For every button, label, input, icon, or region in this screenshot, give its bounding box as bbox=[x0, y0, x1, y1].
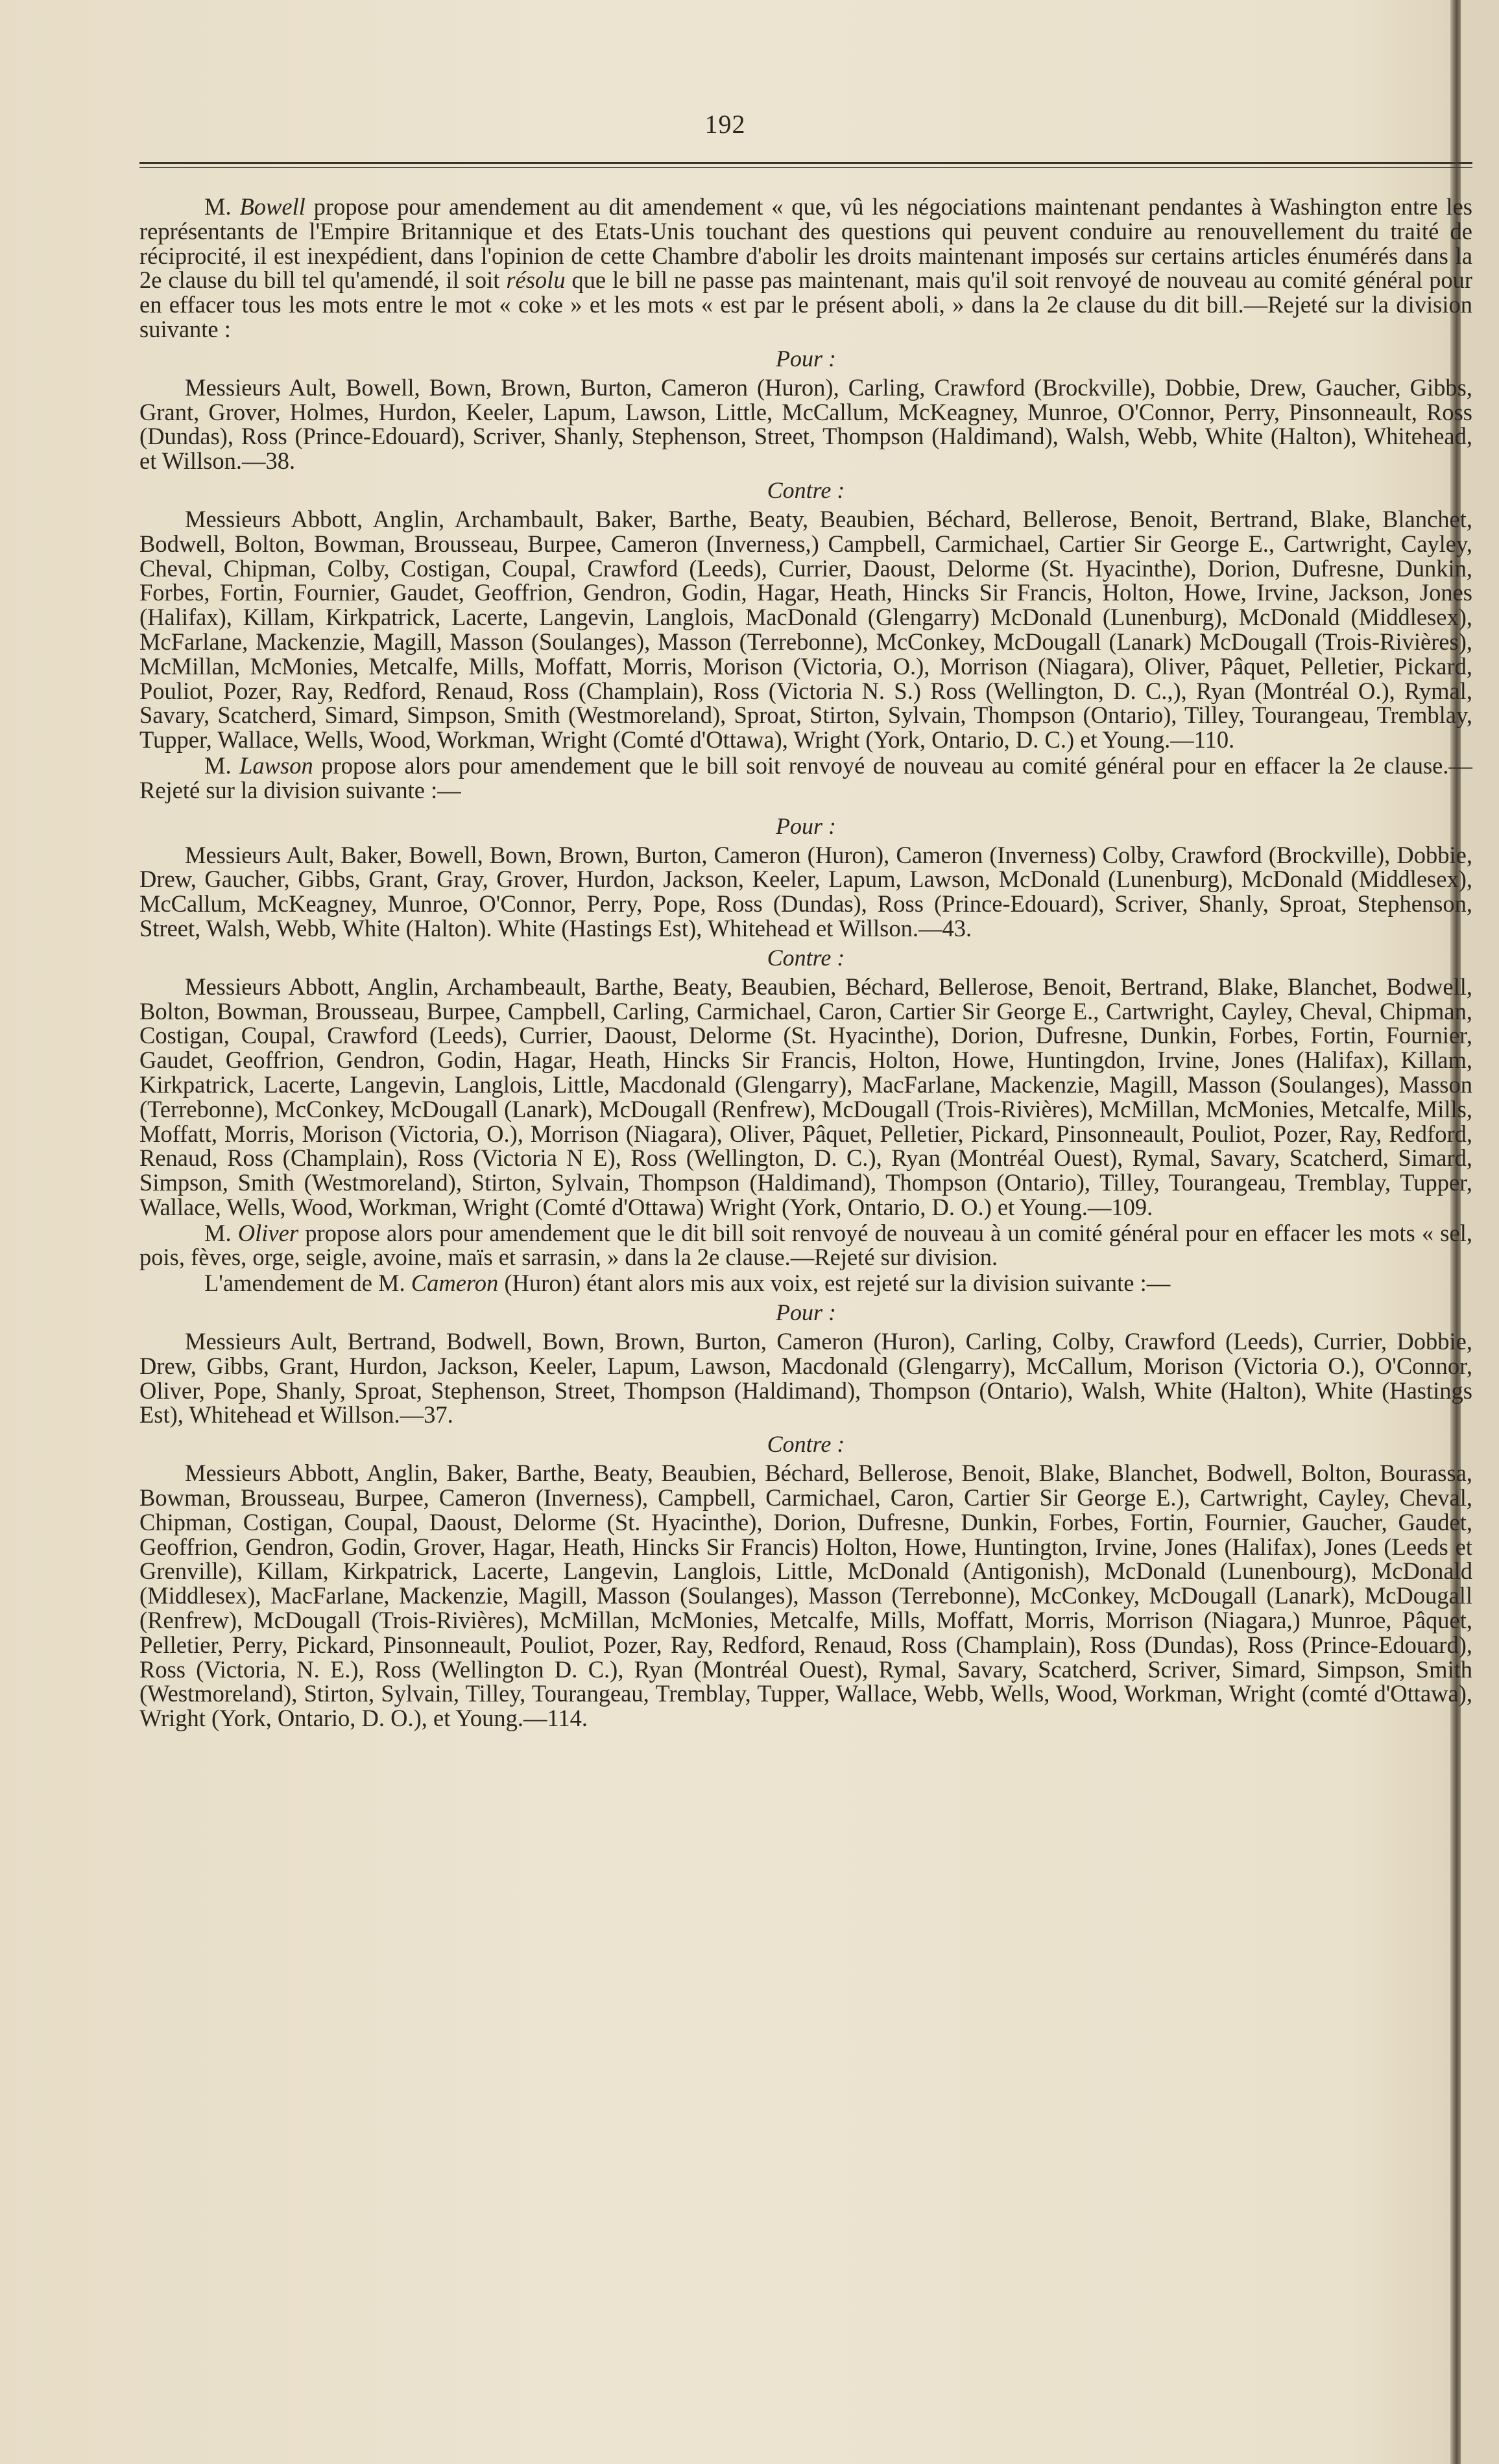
vote-heading-contre: Contre : bbox=[767, 1431, 845, 1458]
header-rule-thin bbox=[139, 167, 1472, 168]
vote-list-pour: Messieurs Ault, Bertrand, Bodwell, Bown, Brown, Burton, Cameron (Huron), Carling, Colby, Crawford (Leeds), Currier, Dobbie, Drew, Gibbs, Grant, Hurdon, Jackson, Keeler, Lapum, Lawson, Macdonald (Glengarry), McCallum, Morison (Victoria O.), O'Connor, Oliver, Pope, Shanly, Sproat, Stephenson, Street, Thompson (Haldimand), Thompson (Ontario), Walsh, White (Halton), White (Hastings Est), Whitehead et Willson.—37. bbox=[139, 1328, 1472, 1428]
vote-list-pour: Messieurs Ault, Baker, Bowell, Bown, Brown, Burton, Cameron (Huron), Cameron (Inverness) Colby, Crawford (Brockville), Dobbie, Drew, Gaucher, Gibbs, Grant, Gray, Grover, Hurdon, Jackson, Keeler, Lapum, Lawson, McDonald (Lunenburg), McDonald (Middlesex), McCallum, McKeagney, Munroe, O'Connor, Perry, Pope, Ross (Dundas), Ross (Prince-Edouard), Scriver, Shanly, Sproat, Stephenson, Street, Walsh, Webb, White (Halton). White (Hastings Est), Whitehead et Willson.—43. bbox=[139, 841, 1472, 942]
vote-list-contre: Messieurs Abbott, Anglin, Archambeault, Barthe, Beaty, Beaubien, Béchard, Bellerose, Benoit, Bertrand, Blake, Blanchet, Bodwell, Bolton, Bowman, Brousseau, Burpee, Campbell, Carling, Carmichael, Caron, Cartier Sir George E., Cartwright, Cayley, Cheval, Chipman, Costigan, Coupal, Crawford (Leeds), Currier, Daoust, Delorme (St. Hyacinthe), Dorion, Dufresne, Dunkin, Forbes, Fortin, Fournier, Gaudet, Geoffrion, Gendron, Godin, Hagar, Heath, Hincks Sir Francis, Holton, Howe, Huntingdon, Irvine, Jones (Halifax), Killam, Kirkpatrick, Lacerte, Langevin, Langlois, Little, Macdonald (Glengarry), MacFarlane, Mackenzie, Magill, Masson (Soulanges), Masson (Terrebonne), McConkey, McDougall (Lanark), McDougall (Renfrew), McDougall (Trois-Rivières), McMillan, McMonies, Metcalfe, Mills, Moffatt, Morris, Morison (Victoria, O.), Morrison (Niagara), Oliver, Pâquet, Pelletier, Pickard, Pinsonneault, Pouliot, Pozer, Ray, Redford, Renaud, Ross (Champlain), Ross (Victoria N E), Ross (Wellington, D. C.), Ryan (Montréal Ouest), Rymal, Savary, Scatcherd, Simard, Simpson, Smith (Westmoreland), Stirton, Sylvain, Thompson (Haldimand), Thompson (Ontario), Tilley, Tourangeau, Tremblay, Tupper, Wallace, Wells, Wood, Workman, Wright (Comté d'Ottawa) Wright (York, Ontario, D. O.) et Young.—109. bbox=[139, 973, 1472, 1220]
member-name: Cameron bbox=[411, 1270, 499, 1297]
member-name: Bowell bbox=[239, 193, 306, 220]
motion-lawson: M. Lawson propose alors pour amendement que le bill soit renvoyé de nouveau au comité général pour en effacer la 2e clause.—Rejeté sur la division suivante :— bbox=[139, 752, 1472, 803]
member-name: Lawson bbox=[239, 752, 313, 779]
statement-cameron: L'amendement de M. Cameron (Huron) étant alors mis aux voix, est rejeté sur la division suivante :— bbox=[204, 1270, 1171, 1297]
vote-heading-pour: Pour : bbox=[776, 345, 836, 372]
header-rule bbox=[139, 162, 1472, 164]
vote-list-contre: Messieurs Abbott, Anglin, Baker, Barthe, Beaty, Beaubien, Béchard, Bellerose, Benoit, Blake, Blanchet, Bodwell, Bolton, Bourassa, Bowman, Brousseau, Burpee, Cameron (Inverness), Campbell, Carmichael, Caron, Cartier Sir George E.), Cartwright, Cayley, Cheval, Chipman, Costigan, Coupal, Daoust, Delorme (St. Hyacinthe), Dorion, Dufresne, Dunkin, Forbes, Fortin, Fournier, Gaucher, Gaudet, Geoffrion, Gendron, Godin, Grover, Hagar, Heath, Hincks Sir Francis) Holton, Howe, Huntington, Irvine, Jones (Halifax), Jones (Leeds et Grenville), Killam, Kirkpatrick, Lacerte, Langevin, Langlois, Little, McDonald (Antigonish), McDonald (Lunenbourg), McDonald (Middlesex), MacFarlane, Mackenzie, Magill, Masson (Soulanges), Masson (Terrebonne), McConkey, McDougall (Lanark), McDougall (Renfrew), McDougall (Trois-Rivières), McMillan, McMonies, Metcalfe, Mills, Moffatt, Morris, Morrison (Niagara,) Munroe, Pâquet, Pelletier, Perry, Pickard, Pinsonneault, Pouliot, Pozer, Ray, Redford, Renaud, Ross (Champlain), Ross (Dundas), Ross (Prince-Edouard), Ross (Victoria, N. E.), Ross (Wellington D. C.), Ryan (Montréal Ouest), Rymal, Savary, Scatcherd, Scriver, Simard, Simpson, Smith (Westmoreland), Stirton, Sylvain, Tilley, Tourangeau, Tremblay, Tupper, Wallace, Webb, Wells, Wood, Workman, Wright (comté d'Ottawa), Wright (York, Ontario, D. O.), et Young.—114. bbox=[139, 1460, 1472, 1732]
journal-text bbox=[139, 195, 1472, 1732]
page-number: 192 bbox=[704, 110, 746, 139]
member-name: Oliver bbox=[237, 1219, 299, 1246]
vote-heading-pour: Pour : bbox=[776, 1299, 836, 1326]
motion-oliver: M. Oliver propose alors pour amendement que le dit bill soit renvoyé de nouveau à un comité général pour en effacer les mots « sel, pois, fèves, orge, seigle, avoine, maïs et sarrasin, » dans la 2e clause.—Rejeté sur division. bbox=[139, 1219, 1472, 1271]
vote-heading-contre: Contre : bbox=[767, 944, 845, 971]
motion-bowell: M. Bowell propose pour amendement au dit amendement « que, vû les négociations maintenant pendantes à Washington entre les représentants de l'Empire Britannique et des Etats-Unis touchant des questions qui peuvent conduire au renouvellement du traité de réciprocité, il est inexpédient, dans l'opinion de cette Chambre d'abolir les droits maintenant imposés sur certains articles énumérés dans la 2e clause du bill tel qu'amendé, il soit résolu que le bill ne passe pas maintenant, mais qu'il soit renvoyé de nouveau au comité général pour en effacer tous les mots entre le mot « coke » et les mots « est par le présent aboli, » dans la 2e clause du dit bill.—Rejeté sur la division suivante : bbox=[139, 193, 1472, 342]
vote-list-pour: Messieurs Ault, Bowell, Bown, Brown, Burton, Cameron (Huron), Carling, Crawford (Brockville), Dobbie, Drew, Gaucher, Gibbs, Grant, Grover, Holmes, Hurdon, Keeler, Lapum, Lawson, Little, McCallum, McKeagney, Munroe, O'Connor, Perry, Pinsonneault, Ross (Dundas), Ross (Prince-Edouard), Scriver, Shanly, Stephenson, Street, Thompson (Haldimand), Walsh, Webb, White (Halton), Whitehead, et Willson.—38. bbox=[139, 373, 1472, 475]
vote-list-contre: Messieurs Abbott, Anglin, Archambault, Baker, Barthe, Beaty, Beaubien, Béchard, Bellerose, Benoit, Bertrand, Blake, Blanchet, Bodwell, Bolton, Bowman, Brousseau, Burpee, Cameron (Inverness,) Campbell, Carmichael, Cartier Sir George E., Cartwright, Cayley, Cheval, Chipman, Colby, Costigan, Coupal, Crawford (Leeds), Currier, Daoust, Delorme (St. Hyacinthe), Dorion, Dufresne, Dunkin, Forbes, Fortin, Fournier, Gaudet, Geoffrion, Gendron, Godin, Hagar, Heath, Hincks Sir Francis, Holton, Howe, Irvine, Jackson, Jones (Halifax), Killam, Kirkpatrick, Lacerte, Langevin, Langlois, MacDonald (Glengarry) McDonald (Lunenburg), McDonald (Middlesex), McFarlane, Mackenzie, Magill, Masson (Soulanges), Masson (Terrebonne), McConkey, McDougall (Lanark) McDougall (Trois-Rivières), McMillan, McMonies, Metcalfe, Mills, Moffatt, Morris, Morison (Victoria, O.), Morrison (Niagara), Oliver, Pâquet, Pelletier, Pickard, Pouliot, Pozer, Ray, Redford, Renaud, Ross (Champlain), Ross (Victoria N. S.) Ross (Wellington, D. C.,), Ryan (Montréal O.), Rymal, Savary, Scatcherd, Simard, Simpson, Smith (Westmoreland), Sproat, Stirton, Sylvain, Thompson (Ontario), Tilley, Tourangeau, Tremblay, Tupper, Wallace, Wells, Wood, Workman, Wright (Comté d'Ottawa), Wright (York, Ontario, D. C.) et Young.—110. bbox=[139, 505, 1472, 753]
vote-heading-pour: Pour : bbox=[776, 812, 836, 839]
vote-heading-contre: Contre : bbox=[767, 477, 845, 503]
